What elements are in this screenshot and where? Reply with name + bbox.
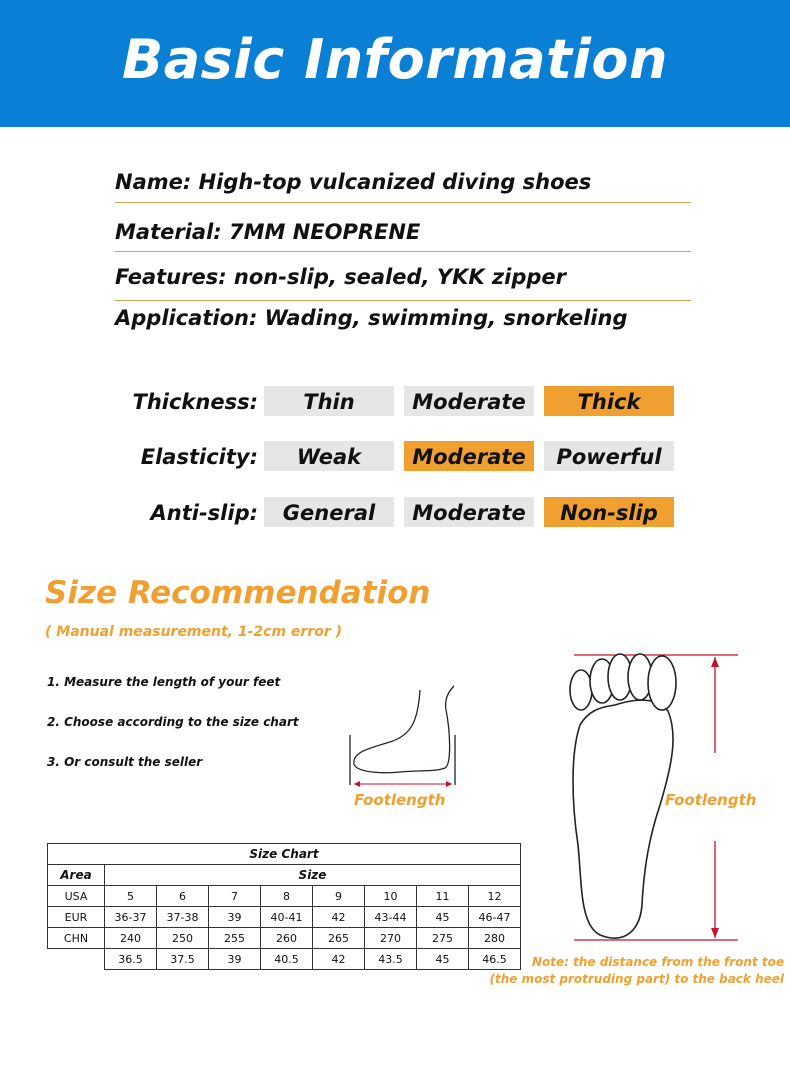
table-row (48, 949, 521, 970)
size-chart-table (47, 843, 521, 970)
rating-label-anti-slip: Anti-slip: (150, 501, 258, 525)
product-application: Application: Wading, swimming, snorkeling (115, 306, 628, 330)
footlength-label-side: Footlength (354, 791, 446, 809)
product-material: Material: 7MM NEOPRENE (115, 220, 421, 244)
rating-chip: General (264, 497, 394, 527)
size-section-subtitle: ( Manual measurement, 1-2cm error ) (45, 624, 343, 640)
table-cell: EUR (48, 907, 105, 928)
area-header: Area (48, 865, 105, 886)
table-cell: 9 (313, 886, 365, 907)
table-cell: 11 (417, 886, 469, 907)
table-cell: 39 (209, 907, 261, 928)
product-features: Features: non-slip, sealed, YKK zipper (115, 265, 567, 289)
table-cell: 8 (261, 886, 313, 907)
rating-chip: Thick (544, 386, 674, 416)
table-row (48, 907, 521, 928)
table-cell: 36-37 (105, 907, 157, 928)
size-header: Size (105, 865, 521, 886)
table-cell: 43-44 (365, 907, 417, 928)
rating-chip: Weak (264, 441, 394, 471)
divider (115, 300, 691, 301)
foot-side-illustration (340, 680, 470, 790)
table-cell: 36.5 (105, 949, 157, 970)
table-cell: 42 (313, 907, 365, 928)
table-cell: 280 (469, 928, 521, 949)
rating-chip: Non-slip (544, 497, 674, 527)
header-banner (0, 0, 790, 127)
note-line-2: (the most protruding part) to the back heel (489, 972, 784, 986)
table-cell: USA (48, 886, 105, 907)
table-cell: 12 (469, 886, 521, 907)
step-2: 2. Choose according to the size chart (47, 715, 299, 729)
rating-chip: Moderate (404, 386, 534, 416)
table-row (48, 928, 521, 949)
table-cell: 46-47 (469, 907, 521, 928)
size-chart-caption: Size Chart (48, 844, 521, 865)
rating-chip: Thin (264, 386, 394, 416)
table-row (48, 886, 521, 907)
step-3: 3. Or consult the seller (47, 755, 203, 769)
table-cell: 46.5 (469, 949, 521, 970)
table-cell: 40.5 (261, 949, 313, 970)
table-cell: 37-38 (157, 907, 209, 928)
table-cell: 240 (105, 928, 157, 949)
table-cell: 7 (209, 886, 261, 907)
table-cell: 45 (417, 949, 469, 970)
table-cell: 275 (417, 928, 469, 949)
footlength-label-sole: Footlength (665, 791, 757, 809)
divider (115, 202, 691, 203)
table-cell: 6 (157, 886, 209, 907)
table-cell: 5 (105, 886, 157, 907)
table-cell: CHN (48, 928, 105, 949)
table-cell: 260 (261, 928, 313, 949)
rating-label-thickness: Thickness: (132, 390, 258, 414)
table-cell: 265 (313, 928, 365, 949)
table-cell: 250 (157, 928, 209, 949)
rating-chip: Moderate (404, 497, 534, 527)
divider (115, 251, 691, 252)
table-cell: 10 (365, 886, 417, 907)
table-cell: 39 (209, 949, 261, 970)
rating-chip: Moderate (404, 441, 534, 471)
step-1: 1. Measure the length of your feet (47, 675, 281, 689)
table-cell: 45 (417, 907, 469, 928)
size-section-title: Size Recommendation (45, 575, 431, 611)
page-title: Basic Information (122, 28, 668, 91)
table-cell: 40-41 (261, 907, 313, 928)
rating-chip: Powerful (544, 441, 674, 471)
table-cell: 270 (365, 928, 417, 949)
table-cell: 42 (313, 949, 365, 970)
table-cell (48, 949, 105, 970)
note-line-1: Note: the distance from the front toe (531, 955, 784, 969)
rating-label-elasticity: Elasticity: (140, 445, 258, 469)
table-cell: 37.5 (157, 949, 209, 970)
product-name: Name: High-top vulcanized diving shoes (115, 170, 592, 194)
table-cell: 255 (209, 928, 261, 949)
table-cell: 43.5 (365, 949, 417, 970)
